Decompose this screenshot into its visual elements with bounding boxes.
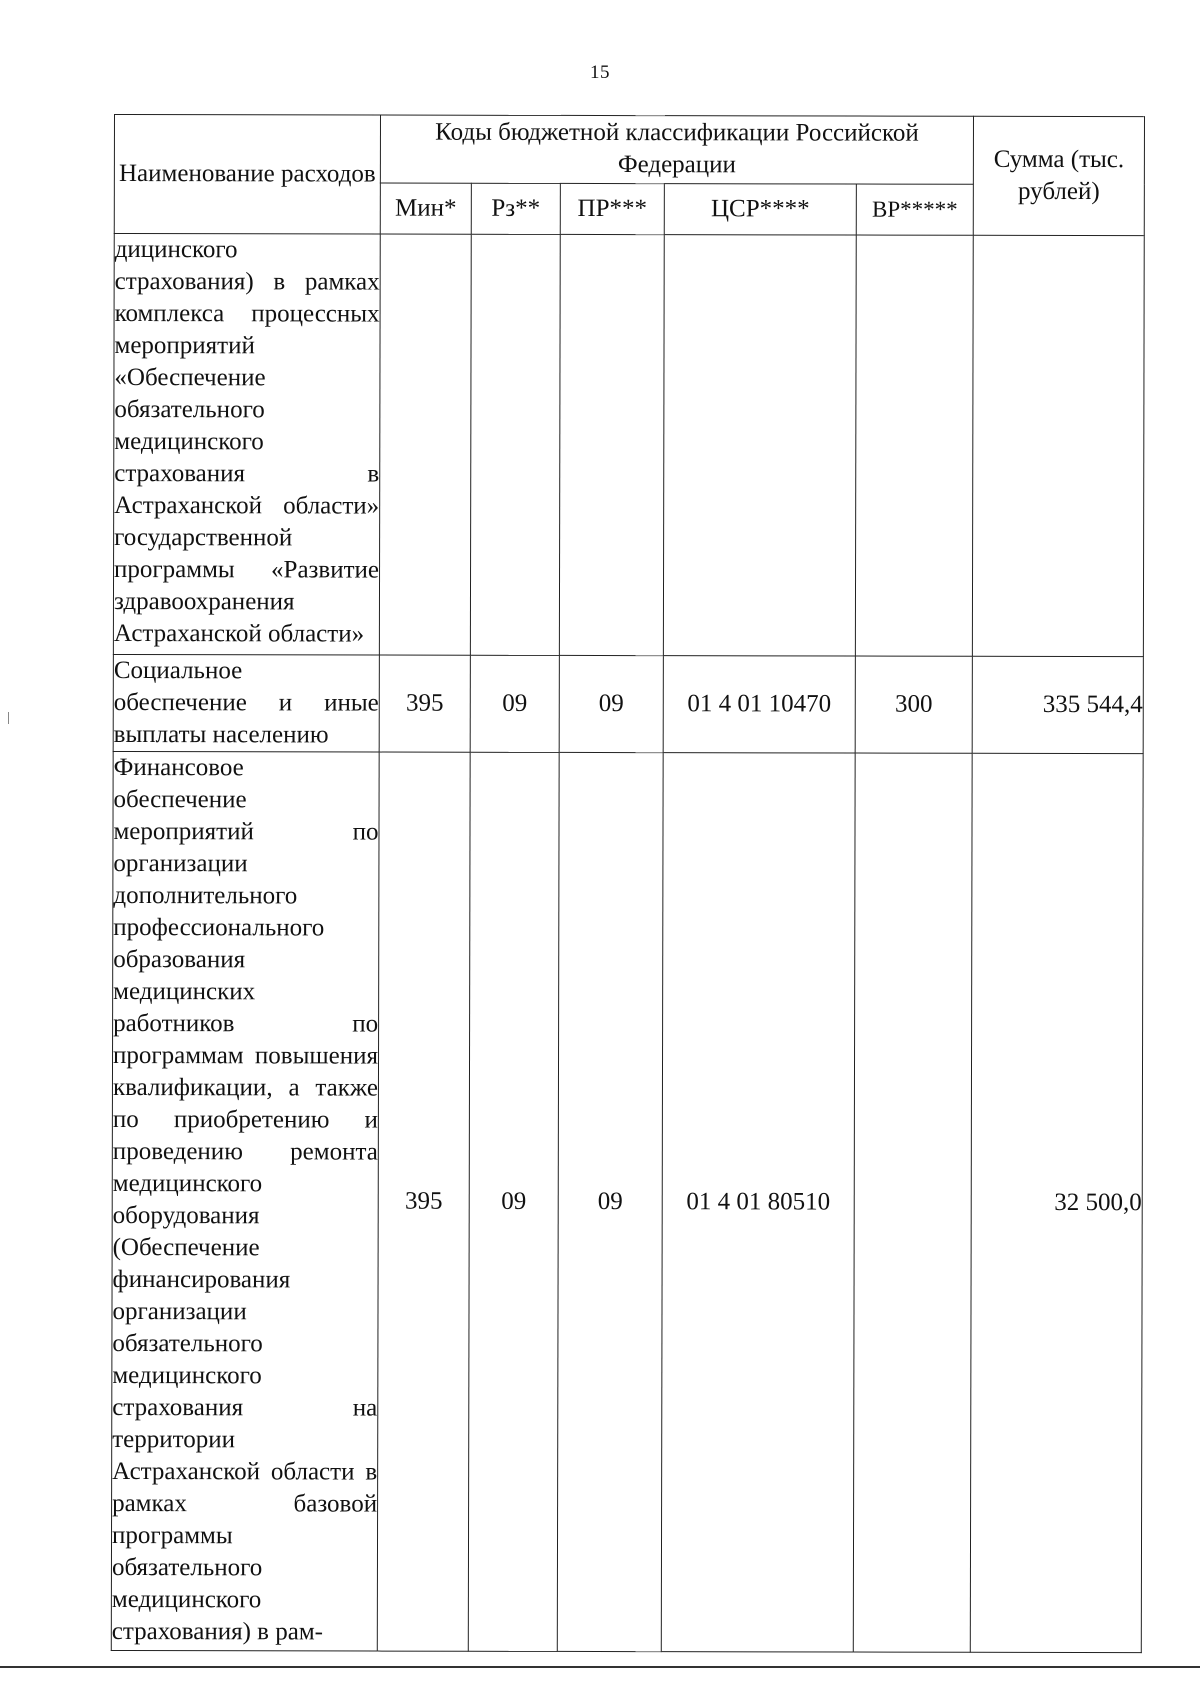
header-code-pr: ПР*** [560,183,664,235]
header-expense-name: Наименование расходов [114,115,380,235]
row-code-rz: 09 [470,655,559,752]
header-code-csr: ЦСР**** [664,183,856,235]
header-sum: Сумма (тыс. рублей) [973,116,1144,235]
page-number: 15 [590,62,610,83]
row-code-csr: 01 4 01 10470 [663,656,855,753]
row-code-min: 395 [379,655,470,752]
table-row [113,654,1143,753]
row-code-vr: 300 [855,656,972,753]
header-budget-codes-group: Коды бюджетной классификации Российской Федерации [380,115,973,184]
row-code-min: 395 [377,752,470,1651]
row-expense-name: дицинского страхования) в рамках комплекса процессных мероприятий «Обеспечение обязательного медицинского страхования в Астраханской области» государственной программы «Развитие здравоохранения Астраханской области» [113,234,380,656]
header-code-vr: ВР***** [856,184,973,236]
table-row [111,751,1143,1652]
row-sum: 335 544,4 [972,656,1143,753]
row-code-csr [663,235,856,656]
header-code-min: Мин* [380,183,471,235]
row-code-csr: 01 4 01 80510 [661,753,855,1652]
budget-classification-table [111,114,1145,1653]
row-sum: 32 500,0 [970,753,1143,1652]
row-code-pr: 09 [559,655,663,752]
row-code-rz: 09 [468,752,559,1651]
row-code-rz [470,234,560,655]
row-sum [972,235,1144,656]
table-row [113,234,1144,657]
row-expense-name: Социальное обеспечение и иные выплаты населению [113,654,379,752]
row-code-vr [853,753,972,1652]
row-code-pr: 09 [557,752,663,1651]
row-expense-name: Финансовое обеспечение мероприятий по организации дополнительного профессионального образования медицинских работников по программам повышения квалификации, а также по приобретению и проведению ремонта медицинского оборудования (Обеспечение финансирования организации обязательного медицинского страхования на территории Астраханской области в рамках базовой программы обязательного медицинского страхования) в рам- [111,751,379,1651]
scan-mark [8,712,9,724]
page-bottom-rule [0,1666,1200,1668]
row-code-vr [855,235,973,656]
header-code-rz: Рз** [471,183,560,235]
row-code-pr [559,234,664,655]
row-code-min [379,234,471,655]
